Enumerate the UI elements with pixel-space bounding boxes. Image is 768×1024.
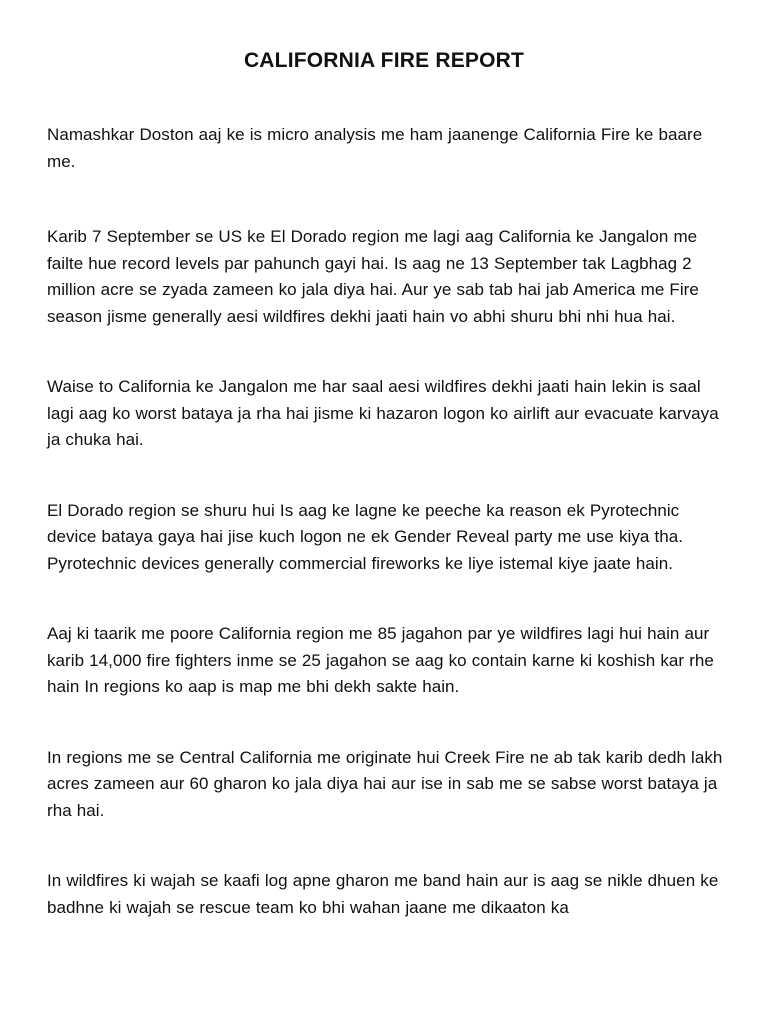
- paragraph-fire-start: Karib 7 September se US ke El Dorado region me lagi aag California ke Jangalon me failte hue record levels par pahunch gayi hai. Is aag ne 13 September tak Lagbhag 2 million acre se zyada zameen ko jala diya hai. Aur ye sab tab hai jab America me Fire season jisme generally aesi wildfires dekhi jaati hain vo abhi shuru bhi nhi hua hai.: [47, 227, 699, 326]
- document-body: [47, 122, 727, 965]
- paragraph-current-status: Aaj ki taarik me poore California region me 85 jagahon par ye wildfires lagi hui hain aur karib 14,000 fire fighters inme se 25 jagahon se aag ko contain karne ki koshish kar rhe hain In regions ko aap is map me bhi dekh sakte hain.: [47, 624, 714, 696]
- paragraph-intro: Namashkar Doston aaj ke is micro analysis me ham jaanenge California Fire ke baare me.: [47, 125, 703, 171]
- paragraph-cause: El Dorado region se shuru hui Is aag ke lagne ke peeche ka reason ek Pyrotechnic device bataya gaya hai jise kuch logon ne ek Gender Reveal party me use kiya tha. Pyrotechnic devices generally commercial fireworks ke liye istemal kiye jaate hain.: [47, 500, 684, 573]
- document-title: CALIFORNIA FIRE REPORT: [243, 49, 525, 72]
- paragraph-creek-fire: In regions me se Central California me originate hui Creek Fire ne ab tak karib dedh lakh acres zameen aur 60 gharon ko jala diya hai aur ise in sab me se sabse worst bataya ja rha hai.: [47, 747, 723, 820]
- paragraph-impact: In wildfires ki wajah se kaafi log apne gharon me band hain aur is aag se nikle dhuen ke badhne ki wajah se rescue team ko bhi wahan jaane me dikaaton ka: [47, 871, 719, 917]
- paragraph-annual-wildfires: Waise to California ke Jangalon me har saal aesi wildfires dekhi jaati hain lekin is saal lagi aag ko worst bataya ja rha hai jisme ki hazaron logon ko airlift aur evacuate karvaya ja chuka hai.: [47, 377, 719, 449]
